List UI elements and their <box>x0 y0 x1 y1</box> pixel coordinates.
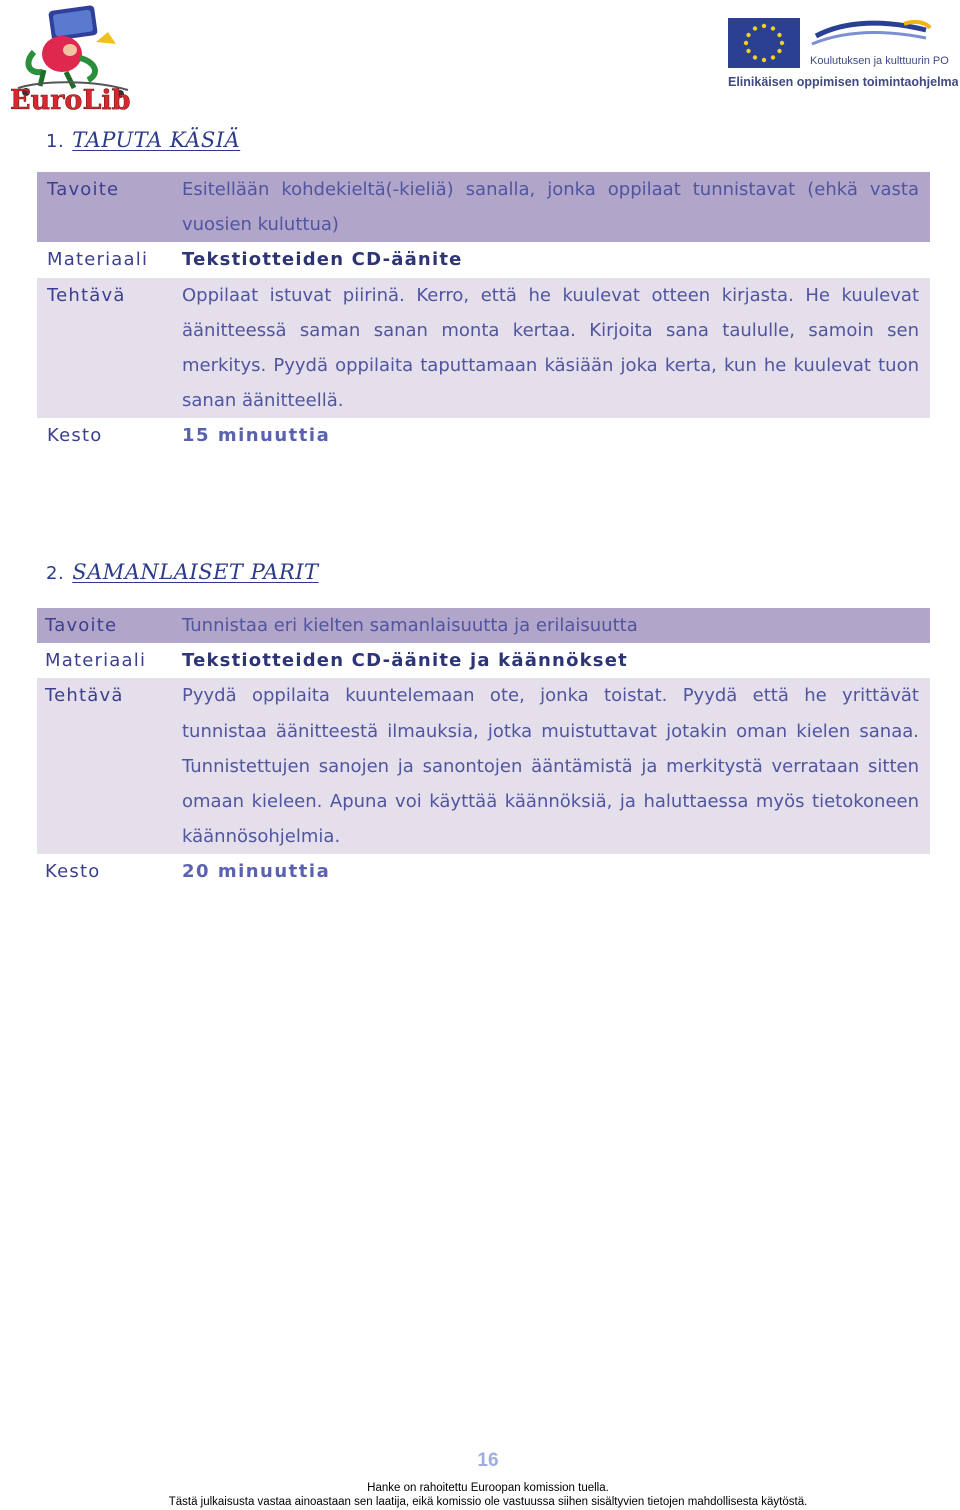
row-label: Materiaali <box>45 650 147 672</box>
row-value: 20 minuuttia <box>182 861 331 883</box>
row-value: Esitellään kohdekieltä(-kieliä) sanalla, jonka oppilaat tunnistavat (ehkä vasta vuosien kuluttua) <box>182 179 919 236</box>
footer-funding-note: Hanke on rahoitettu Euroopan komission tuella. <box>367 1482 609 1494</box>
programme-swoosh-icon <box>812 22 930 44</box>
section-number: 2. <box>46 563 65 584</box>
row-value: Oppilaat istuvat piirinä. Kerro, että he kuulevat otteen kirjasta. He kuulevat äänitteessä saman sanan monta kertaa. Kirjoita sana taululle, samoin sen merkitys. Pyydä oppilaita taputtamaan käsiään joka kerta, kun he kuulevat tuon sanan äänitteellä. <box>182 284 919 412</box>
row-label: Kesto <box>45 861 101 883</box>
lesson-table-1 <box>37 172 930 454</box>
row-value: 15 minuuttia <box>182 425 331 447</box>
section-title: TAPUTA KÄSIÄ <box>72 128 241 152</box>
footer-disclaimer: Tästä julkaisusta vastaa ainoastaan sen laatija, eikä komissio ole vastuussa siihen sisältyvien tietojen mahdollisesta käytöstä. <box>168 1496 808 1508</box>
table-row-tavoite <box>37 608 930 643</box>
table-row-tehtava <box>37 678 930 854</box>
row-value: Pyydä oppilaita kuuntelemaan ote, jonka toistat. Pyydä että he yrittävät tunnistaa äänitteestä ilmauksia, jotka muistuttavat jotakin oman kielen sanaa. Tunnistettujen sanojen ja sanontojen ääntämistä ja merkitystä verrataan sitten omaan kieleen. Apuna voi käyttää käännöksiä, ja haluttaessa myös tietokoneen käännösohjelmia. <box>182 685 919 848</box>
section-number: 1. <box>46 131 65 152</box>
eurolib-logo <box>4 2 144 114</box>
row-label: Kesto <box>47 425 103 447</box>
eurolib-logo-text: EuroLib <box>10 85 131 114</box>
table-row-tavoite <box>37 172 930 242</box>
section-title: SAMANLAISET PARIT <box>72 560 319 584</box>
table-row-tehtava <box>37 278 930 419</box>
table-row-kesto <box>37 854 930 889</box>
row-label: Tehtävä <box>47 284 126 306</box>
row-value: Tekstiotteiden CD-äänite ja käännökset <box>182 650 628 672</box>
eurolib-mascot-icon <box>4 2 144 114</box>
eu-programme-logo <box>726 16 958 96</box>
row-value: Tekstiotteiden CD-äänite <box>182 249 463 271</box>
section-heading-2 <box>46 560 319 584</box>
table-row-kesto <box>37 418 930 453</box>
row-label: Tavoite <box>47 179 120 200</box>
row-label: Materiaali <box>47 249 149 271</box>
section-heading-1 <box>46 128 240 152</box>
row-value: Tunnistaa eri kielten samanlaisuutta ja erilaisuutta <box>182 615 638 636</box>
lesson-table-2 <box>37 608 930 890</box>
table-row-materiaali <box>37 643 930 678</box>
page-number: 16 <box>477 1450 499 1471</box>
programme-name-text: Koulutuksen ja kulttuurin PO <box>810 55 949 67</box>
table-row-materiaali <box>37 242 930 277</box>
row-label: Tavoite <box>45 615 118 636</box>
row-label: Tehtävä <box>45 685 124 707</box>
programme-subtitle-text: Elinikäisen oppimisen toimintaohjelma <box>728 75 958 89</box>
